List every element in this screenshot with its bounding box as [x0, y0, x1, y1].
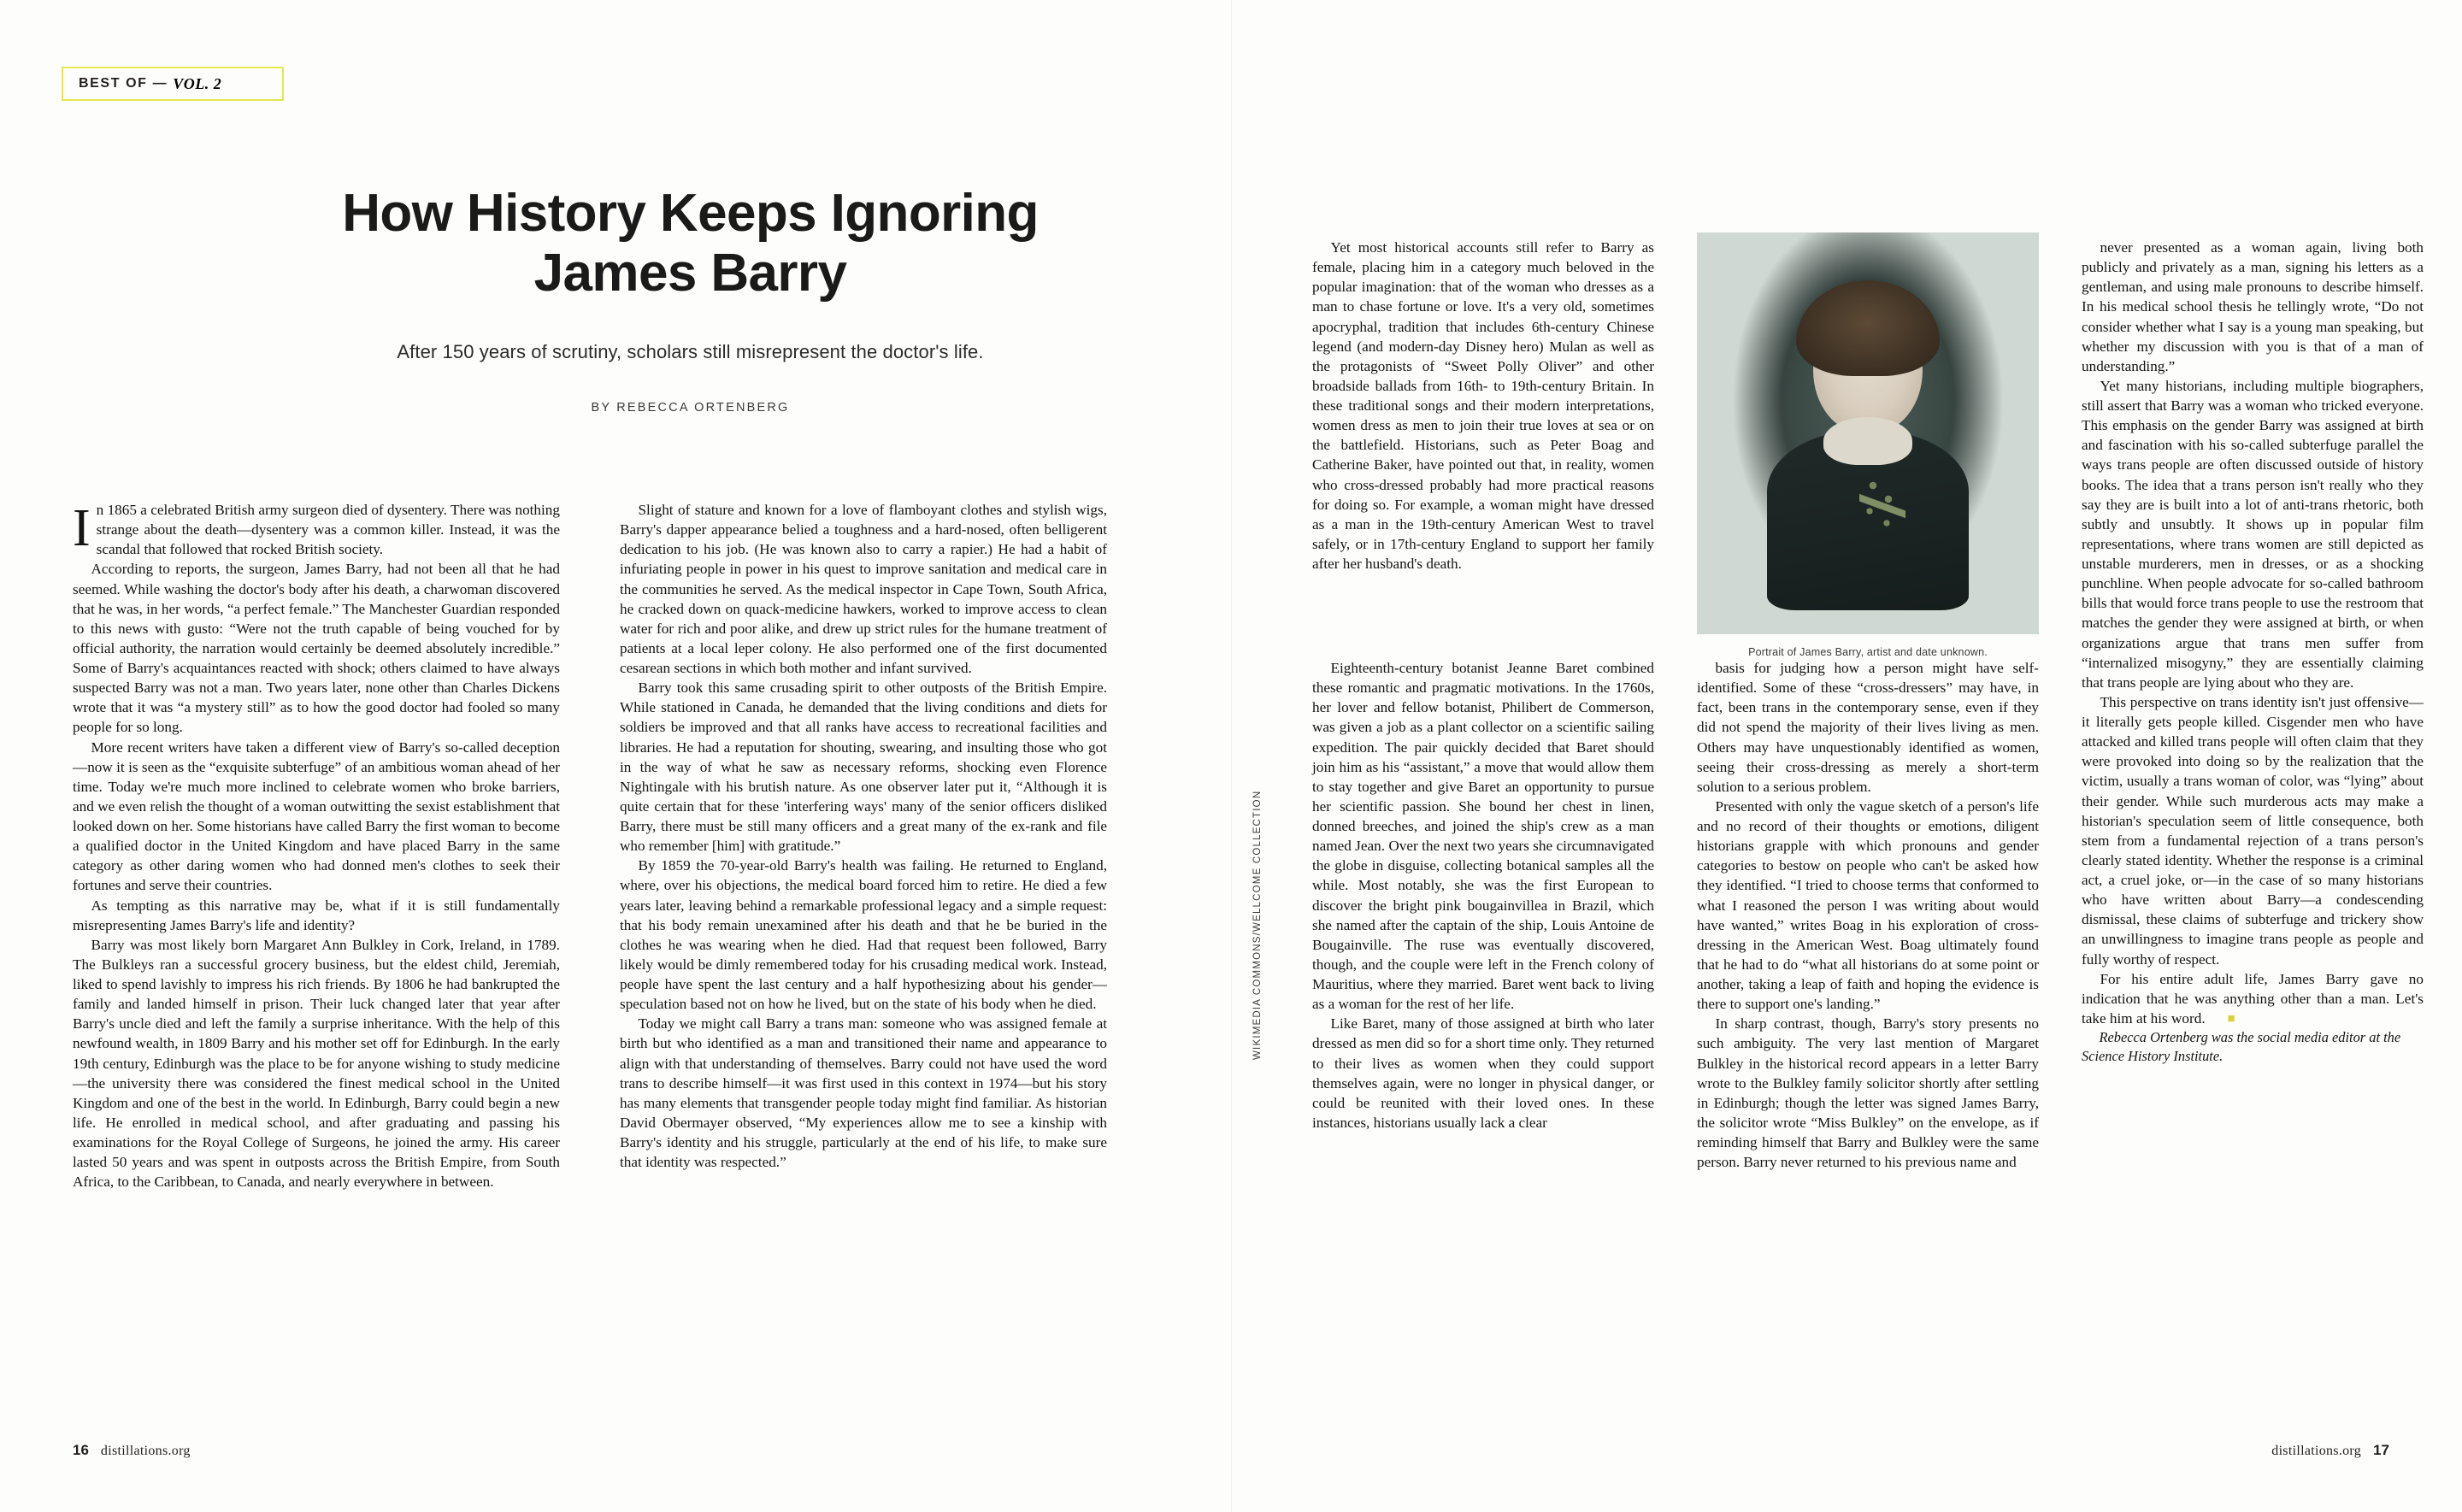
paragraph: More recent writers have taken a different view of Barry's so-called deception—now it is seen as the “exquisite subterfuge” of an ambitious woman ahead of her time. Today we're much more inclined to celebrate women who broke barriers, and we even relish the thought of a woman outwitting the sexist establishment that looked down on her. Some historians have called Barry the first woman to become a qualified doctor in the United Kingdom and have placed Barry in the same category as other daring women who had donned men's clothes to seek their fortunes and serve their countries. [73, 738, 560, 894]
body-column-3-top [1312, 238, 1654, 574]
figure-credit: WIKIMEDIA COMMONS/WELLCOME COLLECTION [1252, 790, 1263, 1060]
article-byline: BY REBECCA ORTENBERG [591, 401, 790, 415]
paragraph [73, 500, 560, 559]
headline-line-1: How History Keeps Ignoring [342, 184, 1039, 243]
page-number-right: 17 [2373, 1442, 2389, 1458]
paragraph [2082, 969, 2424, 1028]
paragraph: Yet most historical accounts still refer to Barry as female, placing him in a category much beloved in the popular imagination: that of the woman who dresses as a man to chase fortune or love. It's a very old, sometimes apocryphal, tradition that includes 6th-century Chinese legend (and modern-day Disney hero) Mulan as well as the protagonists of “Sweet Polly Oliver” and other broadside ballads from 16th- to 19th-century Britain. In these traditional songs and their modern interpretations, women dress as men to join their true loves at sea or on the battlefield. Historians, such as Peter Boag and Catherine Baker, have pointed out that, in reality, women who cross-dressed probably had more practical reasons for doing so. For example, a woman might have dressed as a man in the 19th-century American West to travel safely, or in 17th-century England to support her family after her husband's death. [1312, 239, 1654, 572]
page-gutter [1231, 0, 1232, 1512]
body-column-3-bottom [1312, 658, 1654, 1133]
paragraph: By 1859 the 70-year-old Barry's health was failing. He returned to England, where, over his objections, the medical board forced him to retire. He died a few years later, leaving behind a remarkable professional legacy and a simple request: that his body remain unexamined after his death and that he be buried in the clothes he was wearing when he died. Had that request been followed, Barry likely would be dimly remembered today for his crusading medical work. Instead, people have spent the last century and a half hypothesizing about his gender—speculation based not on how he lived, but on the state of his body when he died. [620, 857, 1107, 1013]
paragraph: In sharp contrast, though, Barry's story presents no such ambiguity. The very last mention of Margaret Bulkley in the historical record appears in a letter Barry wrote to the Bulkley family solicitor shortly after settling in Edinburgh; though the letter was signed James Barry, the solicitor wrote “Miss Bulkley” on the envelope, as if reminding himself that Barry and Bulkley were the same person. Barry never returned to his previous name and [1697, 1015, 2039, 1171]
page-title [214, 184, 1167, 303]
paragraph: Slight of stature and known for a love of flamboyant clothes and stylish wigs, Barry's dapper appearance belied a toughness and a hard-nosed, often belligerent dedication to his job. (He was known also to carry a rapier.) He had a habit of infuriating people in power in his quest to improve sanitation and medical care in the communities he served. As the medical inspector in Cape Town, South Africa, he cracked down on quack-medicine hawkers, worked to improve access to clean water for rich and poor alike, and drew up strict rules for the humane treatment of patients at a local leper colony. He also performed one of the first documented cesarean sections in which both mother and infant survived. [620, 502, 1107, 676]
paragraph: Barry took this same crusading spirit to other outposts of the British Empire. While stationed in Canada, he demanded that the living conditions and diets for soldiers be improved and that all ranks have access to recreational facilities and libraries. He had a reputation for shouting, swearing, and insulting those who got in the way of what he saw as necessary reforms, shocking even Florence Nightingale with his brutish nature. As one observer later put it, “Although it is quite certain that for these 'interfering ways' many of the senior officers disliked Barry, there must be still many officers and a great many of the ex-rank and file who remember [him] with gratitude.” [620, 680, 1107, 855]
paragraph: Yet many historians, including multiple biographers, still assert that Barry was a woman who tricked everyone. This emphasis on the gender Barry was assigned at birth and fascination with his so-called subterfuge parallel the ways trans people are often discussed outside of history books. The idea that a trans person isn't really who they say they are is built into a lot of anti-trans rhetoric, both subtly and unsubtly. It shows up in popular film representations, where trans women are still depicted as unstable murderers, men in dresses, or as a shocking punchline. When people advocate for so-called bathroom bills that would force trans people to use the restroom that matches the gender they were assigned at birth, or when organizations argue that trans men suffer from “internalized misogyny,” they are essentially claiming that trans people are lying about who they are. [2082, 377, 2424, 691]
folio-right [2271, 1442, 2389, 1459]
paragraph: never presented as a woman again, living both publicly and privately as a man, signing his letters as a gentleman, and using male pronouns to describe himself. In his medical school thesis he tellingly wrote, “Do not consider whether what I say is a young man speaking, but whether my discussion with you is that of a man of understanding.” [2082, 239, 2424, 374]
body-column-5 [2082, 238, 2424, 1065]
article-deck: After 150 years of scrutiny, scholars still misrepresent the doctor's life. [397, 341, 984, 363]
author-bio: Rebecca Ortenberg was the social media editor at the Science History Institute. [2082, 1029, 2401, 1064]
paragraph: Like Baret, many of those assigned at birth who later dressed as men did so for a short time only. They returned to their lives as women when they could support themselves again, were no longer in physical danger, or could be reunited with their loved ones. In these instances, historians usually lack a clear [1312, 1015, 1654, 1131]
paragraph-text: n 1865 a celebrated British army surgeon died of dysentery. There was nothing strange about the death—dysentery was a common killer. Instead, it was the scandal that followed that rocked British society. [96, 502, 560, 558]
paragraph: Today we might call Barry a trans man: someone who was assigned female at birth but who identified as a man and transitioned their name and appearance to align with that understanding of themselves. Barry could not have used the word trans to describe himself—it was first used in this context in 1974—but his story has many elements that transgender people today might find familiar. As historian David Obermayer observed, “My experiences allow me to see a kinship with Barry's identity and his struggle, particularly at the end of his life, to make sure that identity was respected.” [620, 1015, 1107, 1171]
body-column-4 [1697, 658, 2039, 1172]
page-number-left: 16 [73, 1442, 89, 1458]
headline-line-2: James Barry [533, 244, 847, 303]
portrait-image [1697, 232, 2039, 634]
figure-caption: Portrait of James Barry, artist and date unknown. [1748, 646, 1988, 658]
running-head-label: BEST OF — [79, 76, 168, 91]
drop-cap-letter: I [73, 499, 91, 557]
paragraph-text: For his entire adult life, James Barry gave no indication that he was anything other than a man. Let's take him at his word. [2082, 970, 2424, 1027]
running-head [62, 67, 284, 101]
paragraph: Eighteenth-century botanist Jeanne Baret combined these romantic and pragmatic motivations. In the 1760s, her lover and fellow botanist, Philibert de Commerson, was given a job as a plant collector on a scientific sailing expedition. The pair quickly decided that Baret should join him as his “assistant,” a move that would allow them to stay together and give Baret an opportunity to pursue her scientific passion. She bound her chest in linen, donned breeches, and joined the ship's crew as a man named Jean. Over the next two years she circumnavigated the globe in disguise, collecting botanical samples all the while. Most notably, she was the first European to discover the bright pink bougainvillea in Brazil, which she named after the captain of the ship, Louis Antoine de Bougainville. The ruse was eventually discovered, though, and the couple were left in the French colony of Mauritius, where they married. Baret went back to living as a woman for the rest of her life. [1312, 660, 1654, 1013]
paragraph: Presented with only the vague sketch of a person's life and no record of their thoughts or emotions, diligent historians grapple with which pronouns and gender categories to bestow on people who can't be asked how they identified. “I tried to choose terms that conformed to what I reasoned the person I was writing about would have wanted,” writes Boag in his exploration of cross-dressing in the American West. Boag ultimately found that he had to do “what all historians do at some point or another, taking a leap of faith and hoping the evidence is there to support one's landing.” [1697, 797, 2039, 1013]
paragraph: Barry was most likely born Margaret Ann Bulkley in Cork, Ireland, in 1789. The Bulkleys ran a successful grocery business, but the eldest child, Jeremiah, liked to spend lavishly to impress his rich friends. By 1806 he had bankrupted the family and landed himself in prison. Their luck changed later that year after Barry's uncle died and left the family a surprise inheritance. With the help of this newfound wealth, in 1809 Barry and his mother set off for Edinburgh. In the early 19th century, Edinburgh was the place to be for anyone wishing to study medicine—the university there was considered the finest medical school in the United Kingdom and one of the best in the world. In Edinburgh, Barry could begin a new life. He enrolled in medical school, and after graduating and passing his examinations for the Royal College of Surgeons, he joined the army. His career lasted 50 years and was spent in outposts across the British Empire, from South Africa, to the Caribbean, to Canada, and nearly everywhere in between. [73, 936, 560, 1191]
folio-left [73, 1442, 191, 1459]
body-column-1 [73, 500, 560, 1191]
paragraph: This perspective on trans identity isn't just offensive—it literally gets people killed. Cisgender men who have attacked and killed trans people will often claim that they were provoked into doing so by the realization that the victim, usually a trans woman of color, was “lying” about their gender. While such murderous acts may make a historian's speculation seem of little consequence, both stem from a fundamental rejection of a trans person's clearly stated identity. Whether the response is a criminal act, a cruel joke, or—in the case of so many historians who have written about Barry—a condescending dismissal, these claims of subterfuge and trickery show an unwillingness to imagine trans people as people and fully worthy of respect. [2082, 693, 2424, 968]
end-mark-icon: ■ [2227, 1010, 2235, 1026]
portrait-figure [1697, 232, 2039, 658]
site-url-right: distillations.org [2271, 1444, 2362, 1458]
portrait-hair-shape [1796, 280, 1940, 376]
paragraph: According to reports, the surgeon, James Barry, had not been all that he had seemed. While washing the doctor's body after his death, a charwoman discovered that he was, in her words, “a perfect female.” The Manchester Guardian responded to this news with gusto: “Were not the truth capable of being vouched for by official authority, the narration would certainly be deemed absolutely incredible.” Some of Barry's acquaintances reacted with shock; others claimed to have always suspected Barry was not a man. Two years later, none other than Charles Dickens wrote that it was “a mystery still” as to how the good doctor had fooled so many people for so long. [73, 561, 560, 736]
portrait-plant-sprig [1859, 474, 1905, 538]
portrait-collar-shape [1823, 417, 1912, 465]
site-url-left: distillations.org [100, 1444, 191, 1458]
paragraph: basis for judging how a person might have self-identified. Some of these “cross-dressers” may have, in fact, been trans in the contemporary sense, even if they did not spend the majority of their lives living as men. Others may have unquestionably identified as women, seeing their cross-dressing as merely a short-term solution to a serious problem. [1697, 660, 2039, 795]
paragraph: As tempting as this narrative may be, what if it is still fundamentally misrepresenting James Barry's life and identity? [73, 897, 560, 933]
body-column-2 [620, 500, 1107, 1172]
running-head-volume: VOL. 2 [173, 74, 222, 92]
title-block [214, 184, 1167, 415]
